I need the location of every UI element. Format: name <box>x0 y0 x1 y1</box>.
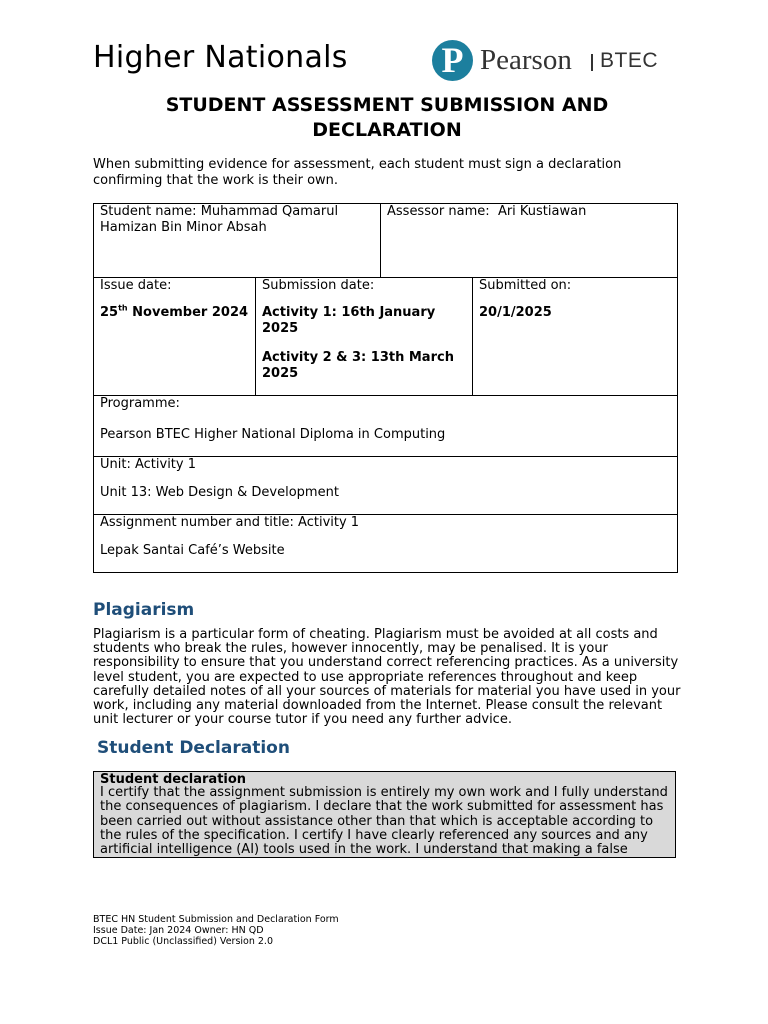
declaration-box <box>93 771 676 858</box>
programme-label: Programme: <box>100 396 180 411</box>
submitted-on-value: 20/1/2025 <box>479 305 552 320</box>
pearson-btec-logo <box>432 40 664 86</box>
logo-divider <box>591 54 593 71</box>
form-title: STUDENT ASSESSMENT SUBMISSION AND DECLARATION <box>165 94 609 141</box>
logo-brand-text: Pearson <box>480 44 572 76</box>
page-footer <box>93 914 339 947</box>
programme-cell <box>93 395 678 457</box>
assignment-label: Assignment number and title: Activity 1 <box>100 515 360 530</box>
submission-date-label: Submission date: <box>262 278 375 293</box>
unit-label: Unit: Activity 1 <box>100 457 196 472</box>
submitted-on-cell <box>472 277 678 396</box>
assignment-value: Lepak Santai Café’s Website <box>100 543 285 558</box>
assessor-name-label: Assessor name: <box>387 204 490 219</box>
submission-date-activity23: Activity 2 & 3: 13th March 2025 <box>262 350 454 381</box>
submitted-on-label: Submitted on: <box>479 278 572 293</box>
student-name-cell <box>93 203 381 278</box>
plagiarism-body: Plagiarism is a particular form of cheating. Plagiarism must be avoided at all costs and students who break the rules, however innocently, may be penalised. It is your responsibility to ensure that you understand correct referencing practices. As a university level student, you are expected to use appropriate references throughout and keep carefully detailed notes of all your sources of materials for material you have used in your work, including any material downloaded from the Internet. Please consult the relevant unit lecturer or your course tutor if you need any further advice. <box>93 627 681 728</box>
student-name-value: Muhammad Qamarul Hamizan Bin Minor Absah <box>100 204 339 235</box>
page-header-title: Higher Nationals <box>93 40 348 75</box>
student-name-label: Student name: <box>100 204 197 219</box>
assessor-name-value: Ari Kustiawan <box>497 204 587 219</box>
logo-sub-text: BTEC <box>600 49 659 72</box>
submission-details-table <box>93 203 678 573</box>
declaration-heading: Student Declaration <box>97 738 290 758</box>
footer-line-3: DCL1 Public (Unclassified) Version 2.0 <box>93 936 273 947</box>
submission-date-activity1: Activity 1: 16th January 2025 <box>262 305 436 336</box>
programme-value: Pearson BTEC Higher National Diploma in Computing <box>100 427 446 442</box>
submission-date-cell <box>255 277 473 396</box>
unit-cell <box>93 456 678 515</box>
intro-text: When submitting evidence for assessment, each student must sign a declaration confirming that the work is their own. <box>93 157 622 188</box>
issue-date-value: 25th November 2024 <box>100 303 249 320</box>
issue-date-cell <box>93 277 256 396</box>
declaration-box-text: I certify that the assignment submission is entirely my own work and I fully understand the consequences of plagiarism. I declare that the work submitted for assessment has been carried out without assistance other than that which is acceptable according to the rules of the specification. I certify I have clearly referenced any sources and any artificial intelligence (AI) tools used in the work. I understand that making a false <box>100 785 668 858</box>
pearson-logo-icon: P <box>432 40 473 81</box>
footer-line-1: BTEC HN Student Submission and Declaration Form <box>93 914 339 925</box>
assessor-name-cell <box>380 203 678 278</box>
unit-value: Unit 13: Web Design & Development <box>100 485 339 500</box>
footer-line-2: Issue Date: Jan 2024 Owner: HN QD <box>93 925 264 936</box>
plagiarism-heading: Plagiarism <box>93 600 195 620</box>
issue-date-label: Issue date: <box>100 278 172 293</box>
assignment-cell <box>93 514 678 573</box>
declaration-box-title: Student declaration <box>100 772 247 787</box>
